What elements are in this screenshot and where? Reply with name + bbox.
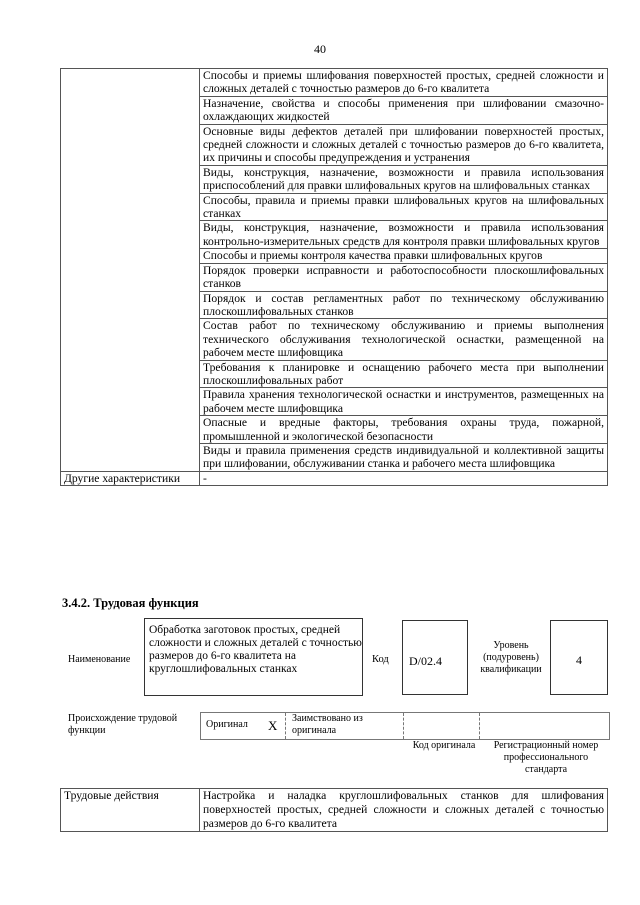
- level-label: Уровень (подуровень) квалификации: [480, 640, 542, 675]
- labor-actions-text: Настройка и наладка круглошлифовальных станков для шлифования поверхностей простых, средней сложности и сложных деталей с точностью размеров до 6-го квалитета: [200, 789, 608, 832]
- labor-actions-table: [60, 788, 608, 832]
- knowledge-row: [61, 319, 608, 360]
- knowledge-label-cell: [61, 388, 200, 416]
- origin-divider: [285, 713, 286, 739]
- origin-row: [200, 712, 610, 740]
- knowledge-item: Порядок проверки исправности и работоспособности плоскошлифовальных станков: [200, 263, 608, 291]
- knowledge-item: Назначение, свойства и способы применения при шлифовании смазочно-охлаждающих жидкостей: [200, 96, 608, 124]
- knowledge-label-cell: [61, 249, 200, 263]
- knowledge-row: [61, 360, 608, 388]
- page-number: 40: [314, 42, 326, 56]
- knowledge-item: Требования к планировке и оснащению рабочего места при выполнении плоскошлифовальных работ: [200, 360, 608, 388]
- knowledge-row: [61, 193, 608, 221]
- origin-divider: [403, 713, 404, 739]
- knowledge-label-cell: [61, 416, 200, 444]
- knowledge-row: [61, 416, 608, 444]
- knowledge-label-cell: [61, 124, 200, 165]
- knowledge-row: [61, 96, 608, 124]
- knowledge-label-cell: [61, 193, 200, 221]
- knowledge-row: [61, 221, 608, 249]
- knowledge-label-cell: [61, 165, 200, 193]
- other-characteristics-value: -: [200, 471, 608, 485]
- original-label: Оригинал: [206, 719, 248, 730]
- labor-actions-label: Трудовые действия: [61, 789, 200, 832]
- knowledge-row: [61, 263, 608, 291]
- knowledge-item: Основные виды дефектов деталей при шлифовании поверхностей простых, средней сложности и сложных деталей с точностью размеров до 6-го квалитета, их причины и способы предупреждения и устранения: [200, 124, 608, 165]
- knowledge-label-cell: [61, 221, 200, 249]
- origin-divider: [479, 713, 480, 739]
- code-label: Код: [372, 654, 389, 665]
- knowledge-item: Правила хранения технологической оснастки и инструментов, размещенных на рабочем месте шлифовщика: [200, 388, 608, 416]
- knowledge-item: Виды и правила применения средств индивидуальной и коллективной защиты при шлифовании, обслуживании станка и рабочего места шлифовщика: [200, 443, 608, 471]
- qualification-level-box: 4: [550, 620, 608, 695]
- registration-number-caption: Регистрационный номер профессионального стандарта: [493, 740, 599, 775]
- knowledge-row: [61, 249, 608, 263]
- knowledge-item: Виды, конструкция, назначение, возможности и правила использования приспособлений для правки шлифовальных кругов на шлифовальных станках: [200, 165, 608, 193]
- knowledge-label-cell: [61, 96, 200, 124]
- original-mark: X: [268, 718, 278, 733]
- knowledge-label-cell: [61, 69, 200, 97]
- borrowed-label: Заимствовано из оригинала: [292, 713, 363, 736]
- knowledge-row: [61, 443, 608, 471]
- knowledge-label-cell: [61, 291, 200, 319]
- origin-label: Происхождение трудовой функции: [68, 713, 178, 736]
- knowledge-row: [61, 124, 608, 165]
- code-of-original-caption: Код оригинала: [412, 740, 476, 751]
- knowledge-item: Порядок и состав регламентных работ по техническому обслуживанию плоскошлифовальных станков: [200, 291, 608, 319]
- knowledge-label-cell: [61, 263, 200, 291]
- knowledge-item: Способы и приемы шлифования поверхностей простых, средней сложности и сложных деталей с точностью размеров до 6-го квалитета: [200, 69, 608, 97]
- knowledge-item: Способы и приемы контроля качества правки шлифовальных кругов: [200, 249, 608, 263]
- knowledge-item: Опасные и вредные факторы, требования охраны труда, пожарной, промышленной и экологической безопасности: [200, 416, 608, 444]
- knowledge-label-cell: [61, 360, 200, 388]
- knowledge-item: Состав работ по техническому обслуживанию и приемы выполнения технического обслуживания технологической оснастки, размещенной на рабочем месте шлифовщика: [200, 319, 608, 360]
- labor-actions-row: [61, 789, 608, 832]
- knowledge-row: [61, 388, 608, 416]
- knowledge-row: [61, 69, 608, 97]
- knowledge-item: Виды, конструкция, назначение, возможности и правила использования контрольно-измерительных средств для контроля правки шлифовальных кругов: [200, 221, 608, 249]
- other-characteristics-row: [61, 471, 608, 485]
- function-code-box: D/02.4: [402, 620, 468, 695]
- function-name-box: Обработка заготовок простых, средней сложности и сложных деталей с точностью размеров до 6-го квалитета на круглошлифовальных станках: [144, 618, 363, 696]
- knowledge-label-cell: [61, 319, 200, 360]
- section-heading: 3.4.2. Трудовая функция: [62, 596, 199, 610]
- knowledge-row: [61, 165, 608, 193]
- name-label: Наименование: [68, 654, 131, 665]
- knowledge-label-cell: [61, 443, 200, 471]
- knowledge-row: [61, 291, 608, 319]
- knowledge-table: [60, 68, 608, 486]
- other-characteristics-label: Другие характеристики: [61, 471, 200, 485]
- knowledge-item: Способы, правила и приемы правки шлифовальных кругов на шлифовальных станках: [200, 193, 608, 221]
